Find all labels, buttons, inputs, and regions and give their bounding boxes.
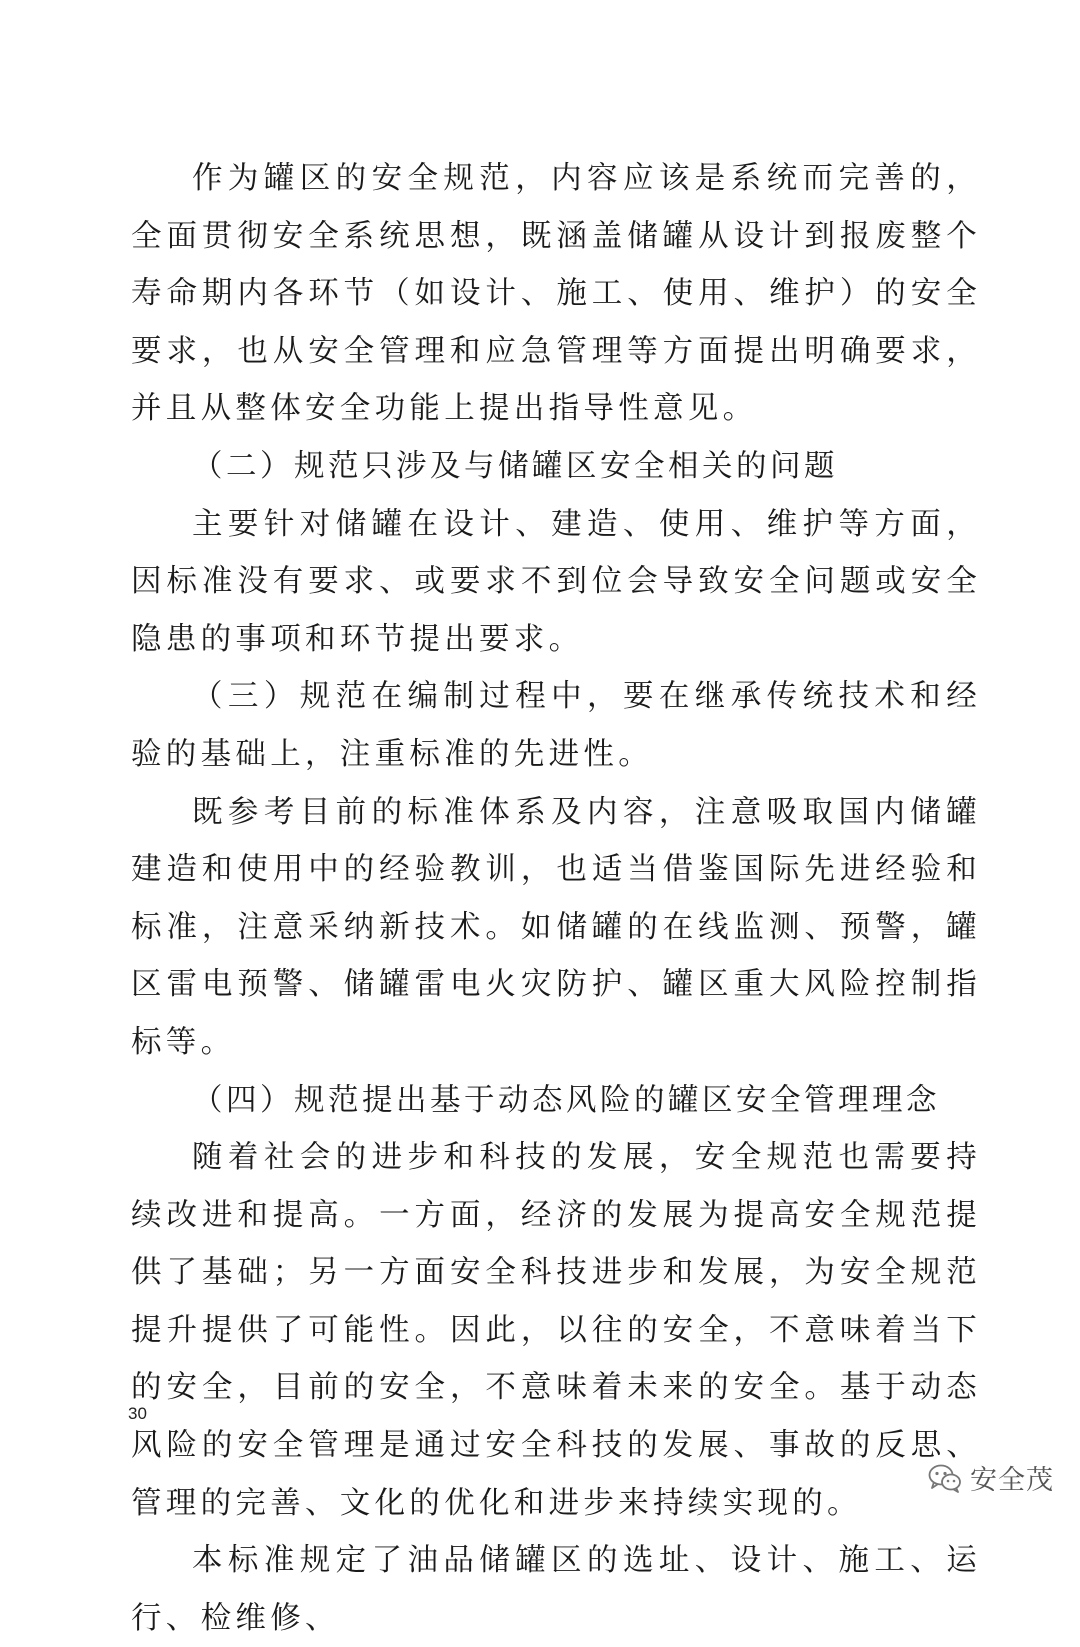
section-heading-4: （四）规范提出基于动态风险的罐区安全管理理念 — [192, 1082, 940, 1118]
wechat-icon — [928, 1463, 962, 1493]
paragraph-reference: 既参考目前的标准体系及内容，注意吸取国内储罐建造和使用中的经验教训，也适当借鉴国际先进经验和标准，注意采纳新技术。如储罐的在线监测、预警，罐区雷电预警、储罐雷电火灾防护、罐区重大风险控制指标等。 — [131, 794, 981, 1060]
paragraph-standard-scope: 本标准规定了油品储罐区的选址、设计、施工、运行、检维修、 — [131, 1543, 981, 1636]
paragraph-scope: 主要针对储罐在设计、建造、使用、维护等方面，因标准没有要求、或要求不到位会导致安全问题或安全隐患的事项和环节提出要求。 — [131, 506, 981, 657]
page-number: 30 — [128, 1404, 147, 1423]
document-body — [131, 150, 981, 1647]
section-heading-2: （二）规范只涉及与储罐区安全相关的问题 — [192, 448, 838, 484]
paragraph-dynamic-risk: 随着社会的进步和科技的发展，安全规范也需要持续改进和提高。一方面，经济的发展为提高安全规范提供了基础；另一方面安全科技进步和发展，为安全规范提升提供了可能性。因此，以往的安全，不意味着当下的安全，目前的安全，不意味着未来的安全。基于动态风险的安全管理是通过安全科技的发展、事故的反思、管理的完善、文化的优化和进步来持续实现的。 — [131, 1140, 981, 1521]
paragraph-intro: 作为罐区的安全规范，内容应该是系统而完善的，全面贯彻安全系统思想，既涵盖储罐从设计到报废整个寿命期内各环节（如设计、施工、使用、维护）的安全要求，也从安全管理和应急管理等方面提出明确要求，并且从整体安全功能上提出指导性意见。 — [131, 161, 981, 427]
section-heading-3: （三）规范在编制过程中，要在继承传统技术和经验的基础上，注重标准的先进性。 — [131, 679, 981, 772]
watermark-text: 安全茂 — [970, 1465, 1054, 1496]
watermark — [928, 1458, 1054, 1497]
